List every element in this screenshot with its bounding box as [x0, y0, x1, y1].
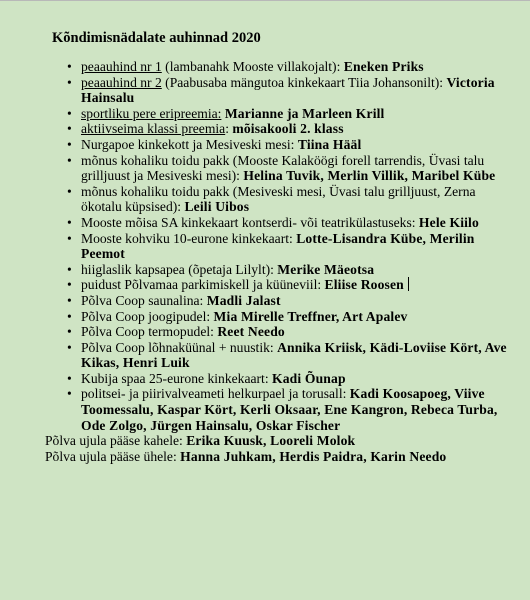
- prize-list: [52, 59, 510, 433]
- list-item: [52, 293, 510, 309]
- list-item: [52, 262, 510, 278]
- bullet-icon: •: [67, 121, 72, 137]
- prize-description: Põlva Coop lõhnaküünal + nuustik:: [81, 339, 278, 355]
- bullet-icon: •: [67, 386, 72, 402]
- winner-names: Annika Kriisk, Kädi-Loviise Kört, Ave Kikas, Henri Luik: [81, 339, 507, 371]
- bullet-icon: •: [67, 136, 72, 152]
- list-item: [52, 75, 510, 106]
- bullet-icon: •: [67, 261, 72, 277]
- prize-description: Mooste mõisa SA kinkekaart kontserdi- või teatrikülastuseks:: [81, 214, 419, 230]
- bullet-icon: •: [67, 74, 72, 90]
- prize-description: puidust Põlvamaa parkimiskell ja küüneviil:: [81, 277, 325, 293]
- prize-description: :: [225, 121, 233, 137]
- list-item: [52, 215, 510, 231]
- prize-description: Põlva Coop joogipudel:: [81, 308, 214, 324]
- winner-names: Marianne ja Marleen Krill: [224, 105, 385, 121]
- list-item: [52, 137, 510, 153]
- bullet-icon: •: [67, 152, 72, 168]
- list-item: [52, 184, 510, 215]
- list-item: [52, 106, 510, 122]
- winner-names: Hanna Juhkam, Herdis Paidra, Karin Needo: [180, 448, 447, 464]
- winner-names: Reet Needo: [217, 324, 285, 340]
- list-item: [52, 340, 510, 371]
- prize-label-underlined: peaauhind nr 2: [81, 74, 162, 90]
- winner-names: Kadi Koosapoeg, Viive Toomessalu, Kaspar Kört, Kerli Oksaar, Ene Kangron, Rebeca Turba, Ode Zolgo, Jürgen Hainsalu, Oskar Fischer: [81, 386, 498, 433]
- winner-names: Eliise Roosen: [324, 277, 404, 293]
- list-item: [52, 153, 510, 184]
- winner-names: Helina Tuvik, Merlin Villik, Maribel Kübe: [243, 168, 496, 184]
- top-border: [0, 0, 530, 1]
- prize-description: hiiglaslik kapsapea (õpetaja Lilylt):: [81, 261, 278, 277]
- extra-line: [45, 433, 503, 449]
- winner-names: Victoria Hainsalu: [81, 74, 495, 106]
- bullet-icon: •: [67, 230, 72, 246]
- list-item: [52, 309, 510, 325]
- winner-names: Mia Mirelle Treffner, Art Apalev: [213, 308, 408, 324]
- bullet-icon: •: [67, 324, 72, 340]
- winner-names: Eneken Priks: [343, 59, 424, 74]
- prize-description: (Paabusaba mängutoa kinkekaart Tiia Johansonilt):: [161, 74, 447, 90]
- prize-label-underlined: peaauhind nr 1: [81, 59, 162, 74]
- list-item: [52, 277, 510, 293]
- page-title: Kõndimisnädalate auhinnad 2020: [52, 30, 261, 46]
- winner-names: Hele Kiilo: [418, 214, 479, 230]
- winner-names: Madli Jalast: [206, 292, 281, 308]
- list-item: [52, 324, 510, 340]
- prize-description: mõnus kohaliku toidu pakk (Mooste Kalaköögi forell tarrendis, Üvasi talu grilljuust ja Mesiveski mesi):: [81, 152, 485, 184]
- prize-description: Kubija spaa 25-eurone kinkekaart:: [81, 370, 272, 386]
- winner-names: mõisakooli 2. klass: [232, 121, 344, 137]
- winner-names: Tiina Hääl: [297, 136, 362, 152]
- prize-description: Põlva Coop saunalina:: [81, 292, 207, 308]
- bullet-icon: •: [67, 339, 72, 355]
- bullet-icon: •: [67, 59, 72, 74]
- list-item: [52, 371, 510, 387]
- winner-names: Kadi Õunap: [272, 370, 346, 386]
- bullet-icon: •: [67, 214, 72, 230]
- prize-label-underlined: sportliku pere eripreemia:: [81, 105, 222, 121]
- winner-names: Leili Uibos: [184, 199, 250, 215]
- prize-description: Nurgapoe kinkekott ja Mesiveski mesi:: [81, 136, 298, 152]
- list-item: [52, 121, 510, 137]
- bullet-icon: •: [67, 292, 72, 308]
- bullet-icon: •: [67, 277, 72, 293]
- bullet-icon: •: [67, 105, 72, 121]
- bullet-icon: •: [67, 370, 72, 386]
- list-item: [52, 59, 510, 75]
- bullet-icon: •: [67, 183, 72, 199]
- list-item: [52, 231, 510, 262]
- winner-names: Merike Mäeotsa: [277, 261, 375, 277]
- prize-label-underlined: aktiivseima klassi preemia: [81, 121, 226, 137]
- prize-description: mõnus kohaliku toidu pakk (Mesiveski mesi, Üvasi talu grilljuust, Zerna ökotalu küpsised):: [81, 183, 476, 215]
- bullet-icon: •: [67, 308, 72, 324]
- text-cursor: [408, 277, 409, 291]
- prize-description: Mooste kohviku 10-eurone kinkekaart:: [81, 230, 297, 246]
- prize-description: Põlva Coop termopudel:: [81, 324, 218, 340]
- winner-names: Lotte-Lisandra Kübe, Merilin Peemot: [81, 230, 475, 262]
- prize-description: Põlva ujula pääse kahele:: [45, 433, 187, 449]
- winner-names: Erika Kuusk, Looreli Molok: [186, 433, 356, 449]
- prize-description: politsei- ja piirivalveameti helkurpael ja torusall:: [81, 386, 350, 402]
- prize-description: Põlva ujula pääse ühele:: [45, 448, 181, 464]
- prize-description: (lambanahk Mooste villakojalt):: [161, 59, 344, 74]
- extra-line: [45, 449, 503, 465]
- list-item: [52, 386, 510, 433]
